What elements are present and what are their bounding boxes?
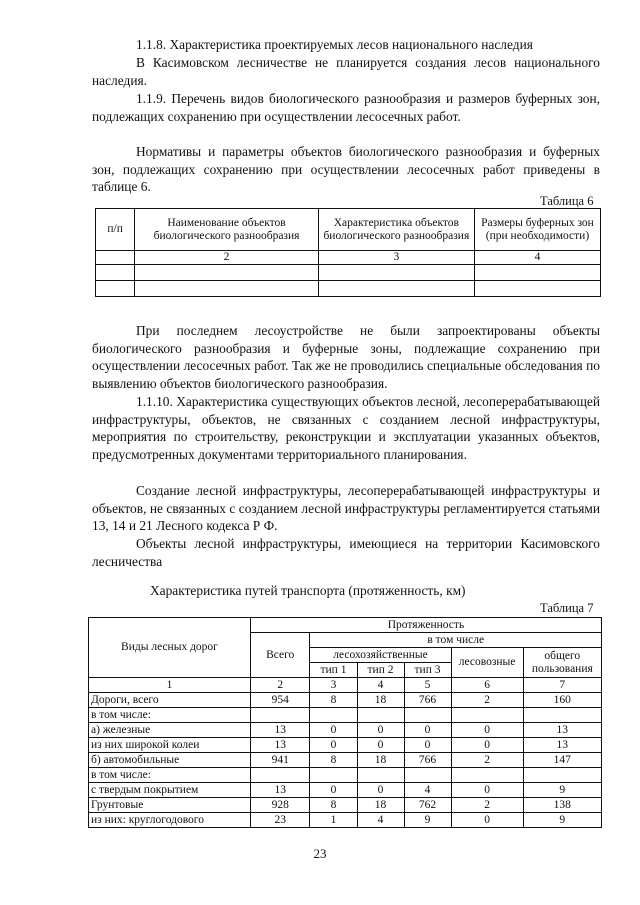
- row-value: 138: [523, 798, 601, 813]
- row-value: 23: [250, 813, 310, 828]
- row-value: 18: [357, 798, 404, 813]
- row-label: б) автомобильные: [89, 753, 251, 768]
- row-value: 766: [404, 753, 451, 768]
- row-value: 0: [357, 783, 404, 798]
- t7-header-total: Всего: [250, 633, 310, 678]
- row-label: а) железные: [89, 723, 251, 738]
- row-value: 9: [523, 813, 601, 828]
- table-row: [89, 753, 602, 768]
- paragraph-objects: Объекты лесной инфраструктуры, имеющиеся на территории Касимовского лесничества: [92, 536, 600, 569]
- page-number: 23: [313, 846, 327, 861]
- row-label: из них широкой колеи: [89, 738, 251, 753]
- row-value: 4: [404, 783, 451, 798]
- table7-title: Характеристика путей транспорта (протяженность, км): [150, 583, 466, 598]
- row-value: 8: [310, 798, 357, 813]
- t6-header-num: п/п: [96, 209, 135, 251]
- row-value: 0: [310, 723, 357, 738]
- row-value: [357, 708, 404, 723]
- paragraph-119: Нормативы и параметры объектов биологического разнообразия и буферных зон, подлежащих сохранению при осуществлении лесосечных работ приведены в таблице 6.: [92, 144, 600, 195]
- row-value: 941: [250, 753, 310, 768]
- row-label: в том числе:: [89, 768, 251, 783]
- paragraph-creation: Создание лесной инфраструктуры, лесоперерабатывающей инфраструктуры и объектов, не связанных с созданием лесной инфраструктуры регламентируется статьями 13, 14 и 21 Лесного кодекса Р Ф.: [92, 483, 600, 534]
- table-6: [95, 208, 601, 297]
- row-value: [250, 708, 310, 723]
- t6-num-4: 4: [474, 251, 600, 265]
- table-row: [89, 798, 602, 813]
- table7-caption: Таблица 7: [540, 601, 594, 615]
- t7-header-forestry: лесохозяйственные: [310, 648, 451, 663]
- row-value: [404, 768, 451, 783]
- row-value: [250, 768, 310, 783]
- row-value: 2: [451, 693, 523, 708]
- heading-118: 1.1.8. Характеристика проектируемых лесов национального наследия: [136, 37, 533, 52]
- row-value: 4: [357, 813, 404, 828]
- t7-header-t2: тип 2: [357, 663, 404, 678]
- row-value: 9: [404, 813, 451, 828]
- row-value: 1: [310, 813, 357, 828]
- row-value: 2: [451, 798, 523, 813]
- row-value: 0: [310, 738, 357, 753]
- row-value: 766: [404, 693, 451, 708]
- t7-header-t3: тип 3: [404, 663, 451, 678]
- t6-header-char: Характеристика объектов биологического разнообразия: [318, 209, 474, 251]
- row-value: 928: [250, 798, 310, 813]
- row-value: 0: [404, 738, 451, 753]
- t6-num-1: [96, 251, 135, 265]
- row-label: из них: круглогодового: [89, 813, 251, 828]
- row-label: Дороги, всего: [89, 693, 251, 708]
- row-value: [310, 708, 357, 723]
- heading-119: 1.1.9. Перечень видов биологического разнообразия и размеров буферных зон, подлежащих сохранению при осуществлении лесосечных работ.: [92, 91, 600, 124]
- paragraph-118: В Касимовском лесничестве не планируется создания лесов национального наследия.: [92, 55, 600, 88]
- row-value: 13: [523, 723, 601, 738]
- t7-header-public: общего пользования: [523, 648, 601, 678]
- t6-header-name: Наименование объектов биологического разнообразия: [135, 209, 318, 251]
- row-value: [451, 768, 523, 783]
- t7-header-type: Виды лесных дорог: [89, 618, 251, 678]
- table-row: [89, 738, 602, 753]
- row-value: 13: [250, 738, 310, 753]
- row-value: 0: [310, 783, 357, 798]
- t7-header-t1: тип 1: [310, 663, 357, 678]
- row-value: 2: [451, 753, 523, 768]
- row-value: [523, 768, 601, 783]
- row-value: 8: [310, 693, 357, 708]
- row-value: 0: [357, 723, 404, 738]
- row-value: 0: [404, 723, 451, 738]
- paragraph-last-inventory: При последнем лесоустройстве не были запроектированы объекты биологического разнообразия и буферные зоны, подлежащие сохранению при осуществлении лесосечных работ. Так же не проводились специальные обследования по выявлению объектов биологического разнообразия.: [92, 323, 600, 391]
- table-row: [89, 768, 602, 783]
- t7-number-row: 1 2 3 4 5 6 7: [89, 678, 602, 693]
- row-value: 13: [523, 738, 601, 753]
- table-row: [89, 783, 602, 798]
- row-value: [310, 768, 357, 783]
- row-value: [404, 708, 451, 723]
- row-value: [523, 708, 601, 723]
- table-row: [89, 723, 602, 738]
- row-value: 762: [404, 798, 451, 813]
- row-value: 0: [451, 783, 523, 798]
- row-value: 8: [310, 753, 357, 768]
- row-label: Грунтовые: [89, 798, 251, 813]
- row-value: 147: [523, 753, 601, 768]
- table6-caption: Таблица 6: [540, 194, 594, 208]
- row-value: [451, 708, 523, 723]
- row-label: в том числе:: [89, 708, 251, 723]
- t6-header-size: Размеры буферных зон (при необходимости): [474, 209, 600, 251]
- row-value: [357, 768, 404, 783]
- row-value: 9: [523, 783, 601, 798]
- t6-num-2: 2: [135, 251, 318, 265]
- table-row: [89, 813, 602, 828]
- row-value: 160: [523, 693, 601, 708]
- t7-header-haul: лесовозные: [451, 648, 523, 678]
- t7-header-length: Протяженность: [250, 618, 601, 633]
- row-value: 0: [451, 813, 523, 828]
- row-value: 954: [250, 693, 310, 708]
- heading-1110: 1.1.10. Характеристика существующих объектов лесной, лесоперерабатывающей инфраструктуры, объектов, не связанных с созданием лесной инфраструктуры, мероприятия по строительству, реконструкции и эксплуатации указанных объектов, предусмотренных документами территориального планирования.: [92, 394, 600, 462]
- row-value: 18: [357, 753, 404, 768]
- table-7: [88, 617, 602, 828]
- row-value: 0: [357, 738, 404, 753]
- table-row: [89, 708, 602, 723]
- t6-num-3: 3: [318, 251, 474, 265]
- row-value: 0: [451, 723, 523, 738]
- t7-header-incl: в том числе: [310, 633, 602, 648]
- row-label: с твердым покрытием: [89, 783, 251, 798]
- row-value: 13: [250, 723, 310, 738]
- row-value: 0: [451, 738, 523, 753]
- row-value: 13: [250, 783, 310, 798]
- row-value: 18: [357, 693, 404, 708]
- table-row: [89, 693, 602, 708]
